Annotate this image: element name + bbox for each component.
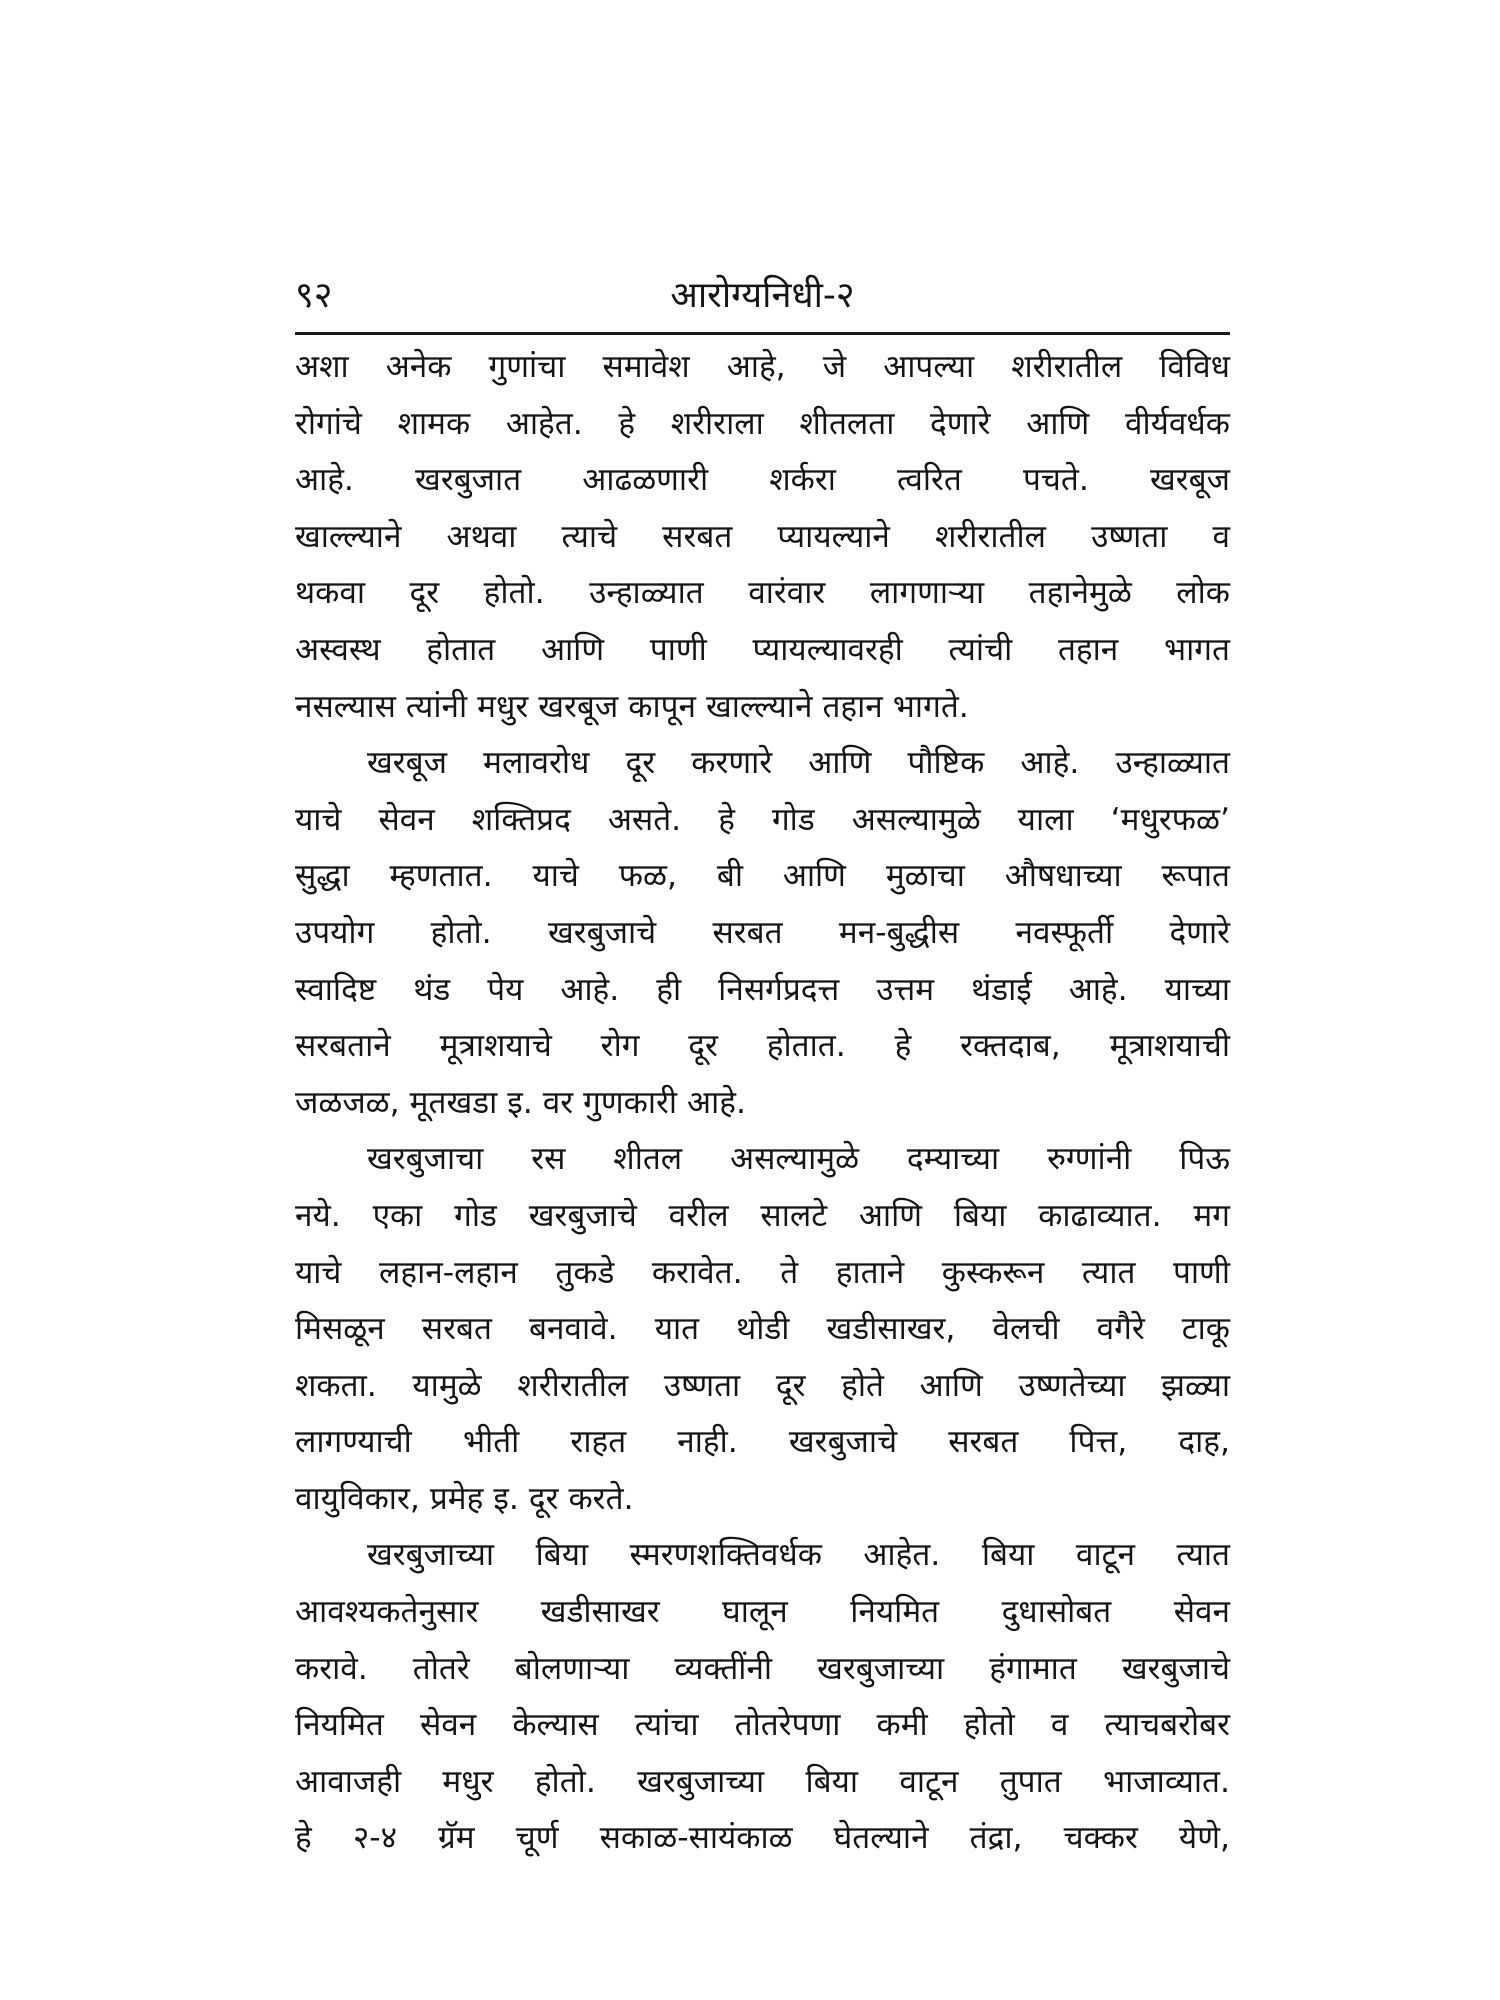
text-line: नियमित सेवन केल्यास त्यांचा तोतरेपणा कमी होतो व त्याचबरोबर <box>295 1707 1230 1744</box>
text-line: सुद्धा म्हणतात. याचे फळ, बी आणि मुळाचा औषधाच्या रूपात <box>295 858 1230 895</box>
text-line: याचे लहान-लहान तुकडे करावेत. ते हाताने कुस्करून त्यात पाणी <box>295 1254 1230 1291</box>
text-line: हे २-४ ग्रॅम चूर्ण सकाळ-सायंकाळ घेतल्याने तंद्रा, चक्कर येणे, <box>295 1820 1230 1857</box>
text-line: खाल्ल्याने अथवा त्याचे सरबत प्यायल्याने शरीरातील उष्णता व <box>295 518 1230 555</box>
text-line: रोगांचे शामक आहेत. हे शरीराला शीतलता देणारे आणि वीर्यवर्धक <box>295 405 1230 442</box>
paragraph-start-line: खरबुजाचा रस शीतल असल्यामुळे दम्याच्या रुग्णांनी पिऊ <box>367 1141 1230 1178</box>
book-page <box>295 270 1230 1867</box>
text-line: उपयोग होतो. खरबुजाचे सरबत मन-बुद्धीस नवस्फूर्ती देणारे <box>295 914 1230 951</box>
text-line: वायुविकार, प्रमेह इ. दूर करते. <box>295 1480 634 1517</box>
text-line: शकता. यामुळे शरीरातील उष्णता दूर होते आणि उष्णतेच्या झळ्या <box>295 1367 1230 1404</box>
text-line: नसल्यास त्यांनी मधुर खरबूज कापून खाल्ल्याने तहान भागते. <box>295 688 969 725</box>
text-line: मिसळून सरबत बनवावे. यात थोडी खडीसाखर, वेलची वगैरे टाकू <box>295 1311 1230 1348</box>
text-line: लागण्याची भीती राहत नाही. खरबुजाचे सरबत पित्त, दाह, <box>295 1424 1230 1461</box>
text-line: आहे. खरबुजात आढळणारी शर्करा त्वरित पचते. खरबूज <box>295 462 1230 499</box>
paragraph-start-line: खरबूज मलावरोध दूर करणारे आणि पौष्टिक आहे. उन्हाळ्यात <box>367 745 1230 782</box>
page-number: ९२ <box>295 275 333 316</box>
text-line: याचे सेवन शक्तिप्रद असते. हे गोड असल्यामुळे याला ‘मधुरफळ’ <box>295 801 1230 838</box>
text-line: अशा अनेक गुणांचा समावेश आहे, जे आपल्या शरीरातील विविध <box>295 349 1230 385</box>
paragraph-start-line: खरबुजाच्या बिया स्मरणशक्तिवर्धक आहेत. बिया वाटून त्यात <box>367 1537 1230 1574</box>
text-line: स्वादिष्ट थंड पेय आहे. ही निसर्गप्रदत्त उत्तम थंडाई आहे. याच्या <box>295 971 1230 1008</box>
text-line: करावे. तोतरे बोलणाऱ्या व्यक्तींनी खरबुजाच्या हंगामात खरबुजाचे <box>295 1650 1230 1687</box>
text-line: नये. एका गोड खरबुजाचे वरील सालटे आणि बिया काढाव्यात. मग <box>295 1197 1230 1234</box>
running-title: आरोग्यनिधी-२ <box>670 275 855 316</box>
text-line: थकवा दूर होतो. उन्हाळ्यात वारंवार लागणाऱ्या तहानेमुळे लोक <box>295 575 1230 612</box>
page-header <box>295 270 1230 335</box>
text-line: अस्वस्थ होतात आणि पाणी प्यायल्यावरही त्यांची तहान भागत <box>295 631 1230 668</box>
page-body <box>295 335 1230 1867</box>
text-line: आवश्यकतेनुसार खडीसाखर घालून नियमित दुधासोबत सेवन <box>295 1594 1230 1631</box>
text-line: जळजळ, मूतखडा इ. वर गुणकारी आहे. <box>295 1084 746 1121</box>
text-line: सरबताने मूत्राशयाचे रोग दूर होतात. हे रक्तदाब, मूत्राशयाची <box>295 1028 1230 1065</box>
text-line: आवाजही मधुर होतो. खरबुजाच्या बिया वाटून तुपात भाजाव्यात. <box>295 1763 1230 1800</box>
